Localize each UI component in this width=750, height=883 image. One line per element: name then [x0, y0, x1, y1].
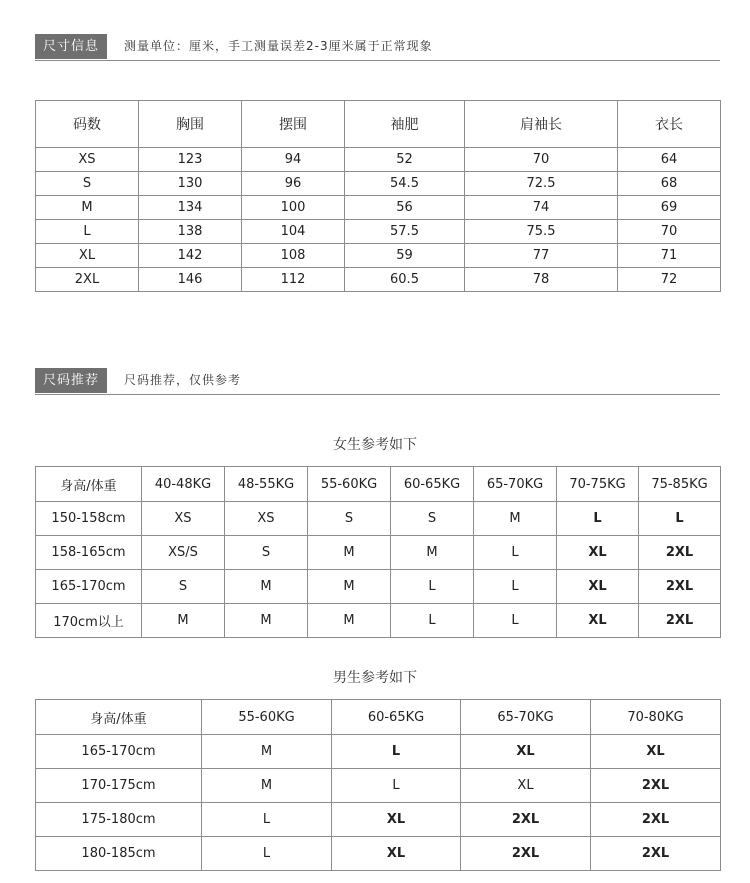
table-cell: 54.5 — [345, 172, 465, 196]
table-cell: L — [474, 570, 557, 604]
table-cell: 2XL — [461, 803, 591, 837]
size-info-header — [35, 34, 720, 61]
table-cell: XL — [557, 536, 639, 570]
table-cell: 108 — [242, 244, 345, 268]
table-cell: M — [225, 570, 308, 604]
table-cell: S — [391, 502, 474, 536]
women-header-cell: 40-48KG — [142, 467, 225, 502]
table-cell: 59 — [345, 244, 465, 268]
table-cell: 2XL — [639, 604, 721, 638]
size-info-note: 测量单位：厘米，手工测量误差2-3厘米属于正常现象 — [124, 39, 433, 53]
table-cell: 146 — [139, 268, 242, 292]
table-cell: 72 — [618, 268, 721, 292]
table-cell: M — [308, 604, 391, 638]
table-cell: 2XL — [591, 837, 721, 871]
table-cell: 175-180cm — [36, 803, 202, 837]
table-cell: 180-185cm — [36, 837, 202, 871]
table-cell: 56 — [345, 196, 465, 220]
women-table-title: 女生参考如下 — [333, 437, 417, 453]
table-cell: L — [332, 735, 461, 769]
table-row — [36, 196, 721, 220]
women-header-cell: 75-85KG — [639, 467, 721, 502]
table-cell: S — [36, 172, 139, 196]
table-cell: XS — [225, 502, 308, 536]
women-header-row — [36, 467, 721, 502]
table-cell: M — [225, 604, 308, 638]
table-cell: XL — [36, 244, 139, 268]
table-cell: 2XL — [639, 536, 721, 570]
table-cell: 96 — [242, 172, 345, 196]
men-header-row — [36, 700, 721, 735]
table-cell: L — [36, 220, 139, 244]
table-cell: XL — [557, 570, 639, 604]
table-cell: XS — [36, 148, 139, 172]
table-row — [36, 244, 721, 268]
men-header-cell: 65-70KG — [461, 700, 591, 735]
women-size-table — [35, 466, 721, 638]
table-cell: 2XL — [36, 268, 139, 292]
table-cell: S — [308, 502, 391, 536]
size-header-cell: 袖肥 — [345, 101, 465, 148]
table-cell: 170-175cm — [36, 769, 202, 803]
size-header-cell: 胸围 — [139, 101, 242, 148]
men-header-cell: 身高/体重 — [36, 700, 202, 735]
table-cell: 78 — [465, 268, 618, 292]
table-cell: 52 — [345, 148, 465, 172]
size-header-cell: 码数 — [36, 101, 139, 148]
table-cell: XL — [461, 735, 591, 769]
women-header-cell: 65-70KG — [474, 467, 557, 502]
table-row — [36, 604, 721, 638]
table-row — [36, 735, 721, 769]
men-size-table — [35, 699, 721, 871]
table-cell: 2XL — [639, 570, 721, 604]
men-header-cell: 70-80KG — [591, 700, 721, 735]
table-cell: M — [142, 604, 225, 638]
men-header-cell: 60-65KG — [332, 700, 461, 735]
table-cell: 112 — [242, 268, 345, 292]
table-row — [36, 268, 721, 292]
recommend-tag: 尺码推荐 — [35, 368, 107, 393]
table-row — [36, 837, 721, 871]
table-cell: L — [474, 536, 557, 570]
recommend-header — [35, 368, 720, 395]
table-cell: 142 — [139, 244, 242, 268]
table-cell: L — [639, 502, 721, 536]
women-header-cell: 70-75KG — [557, 467, 639, 502]
table-cell: M — [202, 769, 332, 803]
table-row — [36, 570, 721, 604]
table-cell: 134 — [139, 196, 242, 220]
table-cell: M — [308, 570, 391, 604]
table-cell: XL — [332, 837, 461, 871]
table-row — [36, 769, 721, 803]
table-cell: 70 — [465, 148, 618, 172]
table-cell: M — [202, 735, 332, 769]
table-cell: 165-170cm — [36, 570, 142, 604]
table-cell: 72.5 — [465, 172, 618, 196]
table-cell: XL — [591, 735, 721, 769]
table-cell: 68 — [618, 172, 721, 196]
table-cell: 71 — [618, 244, 721, 268]
table-cell: M — [391, 536, 474, 570]
table-cell: XL — [461, 769, 591, 803]
recommend-note: 尺码推荐，仅供参考 — [124, 373, 242, 387]
table-cell: 94 — [242, 148, 345, 172]
table-cell: L — [332, 769, 461, 803]
table-cell: 2XL — [461, 837, 591, 871]
table-cell: 74 — [465, 196, 618, 220]
table-cell: 77 — [465, 244, 618, 268]
table-cell: 2XL — [591, 803, 721, 837]
size-table-header-row — [36, 101, 721, 148]
table-row — [36, 803, 721, 837]
size-table — [35, 100, 721, 292]
size-header-cell: 摆围 — [242, 101, 345, 148]
table-cell: 60.5 — [345, 268, 465, 292]
table-cell: M — [474, 502, 557, 536]
women-header-cell: 55-60KG — [308, 467, 391, 502]
table-cell: 70 — [618, 220, 721, 244]
table-cell: XL — [332, 803, 461, 837]
table-cell: L — [474, 604, 557, 638]
table-row — [36, 172, 721, 196]
table-cell: 170cm以上 — [36, 604, 142, 638]
table-cell: 57.5 — [345, 220, 465, 244]
table-cell: 2XL — [591, 769, 721, 803]
table-cell: S — [225, 536, 308, 570]
table-cell: M — [308, 536, 391, 570]
table-cell: 123 — [139, 148, 242, 172]
table-cell: S — [142, 570, 225, 604]
women-header-cell: 60-65KG — [391, 467, 474, 502]
table-cell: 138 — [139, 220, 242, 244]
table-cell: 100 — [242, 196, 345, 220]
table-cell: L — [202, 803, 332, 837]
table-cell: 104 — [242, 220, 345, 244]
table-cell: 64 — [618, 148, 721, 172]
table-cell: 158-165cm — [36, 536, 142, 570]
table-cell: XS/S — [142, 536, 225, 570]
table-cell: L — [391, 570, 474, 604]
table-cell: 75.5 — [465, 220, 618, 244]
size-info-tag: 尺寸信息 — [35, 34, 107, 59]
table-row — [36, 502, 721, 536]
men-table-title: 男生参考如下 — [333, 670, 417, 686]
women-header-cell: 48-55KG — [225, 467, 308, 502]
table-cell: L — [202, 837, 332, 871]
table-cell: M — [36, 196, 139, 220]
table-cell: XS — [142, 502, 225, 536]
table-cell: L — [391, 604, 474, 638]
table-cell: 150-158cm — [36, 502, 142, 536]
women-header-cell: 身高/体重 — [36, 467, 142, 502]
table-row — [36, 148, 721, 172]
men-header-cell: 55-60KG — [202, 700, 332, 735]
table-cell: L — [557, 502, 639, 536]
size-header-cell: 衣长 — [618, 101, 721, 148]
table-cell: XL — [557, 604, 639, 638]
table-row — [36, 536, 721, 570]
table-row — [36, 220, 721, 244]
size-header-cell: 肩袖长 — [465, 101, 618, 148]
table-cell: 130 — [139, 172, 242, 196]
table-cell: 69 — [618, 196, 721, 220]
table-cell: 165-170cm — [36, 735, 202, 769]
